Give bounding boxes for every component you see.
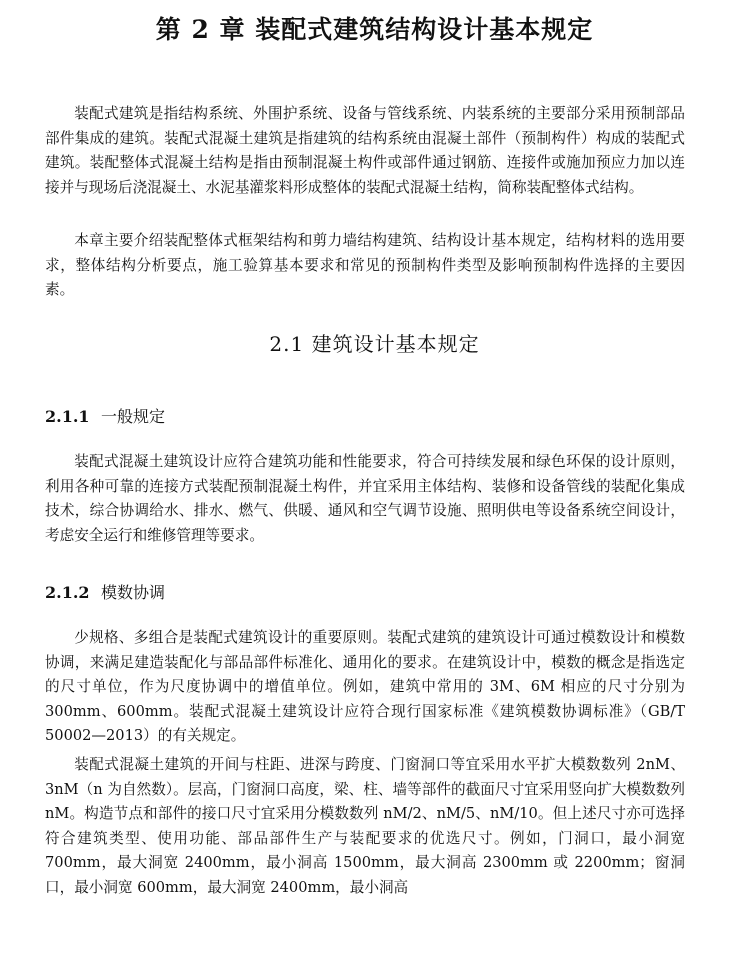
subsection-number: 2.1.1 <box>45 407 90 426</box>
section-title-2-1: 2.1 建筑设计基本规定 <box>269 332 480 356</box>
chapter-title: 第 2 章 装配式建筑结构设计基本规定 <box>155 15 594 44</box>
intro-paragraph-1: 装配式建筑是指结构系统、外围护系统、设备与管线系统、内装系统的主要部分采用预制部品部件集成的建筑。装配式混凝土建筑是指建筑的结构系统由混凝土部件（预制构件）构成的装配式建筑。装配整体式混凝土结构是指由预制混凝土构件或部件通过钢筋、连接件或施加预应力加以连接并与现场后浇混凝土、水泥基灌浆料形成整体的装配式混凝土结构，简称装配整体式结构。 <box>45 105 685 196</box>
intro-paragraph-2: 本章主要介绍装配整体式框架结构和剪力墙结构建筑、结构设计基本规定，结构材料的选用要求，整体结构分析要点，施工验算基本要求和常见的预制构件类型及影响预制构件选择的主要因素。 <box>45 232 685 299</box>
subsection-title: 模数协调 <box>101 583 166 602</box>
subsection-title: 一般规定 <box>101 407 166 426</box>
subsection-heading-2-1-1 <box>45 404 165 427</box>
modular-coordination-paragraph-1: 少规格、多组合是装配式建筑设计的重要原则。装配式建筑的建筑设计可通过模数设计和模数协调，来满足建造装配化与部品部件标准化、通用化的要求。在建筑设计中，模数的概念是指选定的尺寸单位，作为尺度协调中的增值单位。例如，建筑中常用的 3M、6M 相应的尺寸分别为 300mm、600mm。装配式混凝土建筑设计应符合现行国家标准《建筑模数协调标准》（GB/T 50002—2013）的有关规定。 <box>45 629 685 745</box>
subsection-number: 2.1.2 <box>45 583 90 602</box>
general-rules-paragraph: 装配式混凝土建筑设计应符合建筑功能和性能要求，符合可持续发展和绿色环保的设计原则，利用各种可靠的连接方式装配预制混凝土构件，并宜采用主体结构、装修和设备管线的装配化集成技术，综合协调给水、排水、燃气、供暖、通风和空气调节设施、照明供电等设备系统空间设计，考虑安全运行和维修管理等要求。 <box>45 453 685 544</box>
subsection-heading-2-1-2 <box>45 580 165 603</box>
modular-coordination-paragraph-2: 装配式混凝土建筑的开间与柱距、进深与跨度、门窗洞口等宜采用水平扩大模数数列 2nM、3nM（n 为自然数）。层高，门窗洞口高度，梁、柱、墙等部件的截面尺寸宜采用竖向扩大模数数列 nM。构造节点和部件的接口尺寸宜采用分模数数列 nM/2、nM/5、nM/10。但上述尺寸亦可选择符合建筑类型、使用功能、部品部件生产与装配要求的优选尺寸。例如，门洞口，最小洞宽 700mm，最大洞宽 2400mm，最小洞高 1500mm，最大洞高 2300mm 或 2200mm；窗洞口，最小洞宽 600mm，最大洞宽 2400mm，最小洞高 <box>45 756 685 896</box>
